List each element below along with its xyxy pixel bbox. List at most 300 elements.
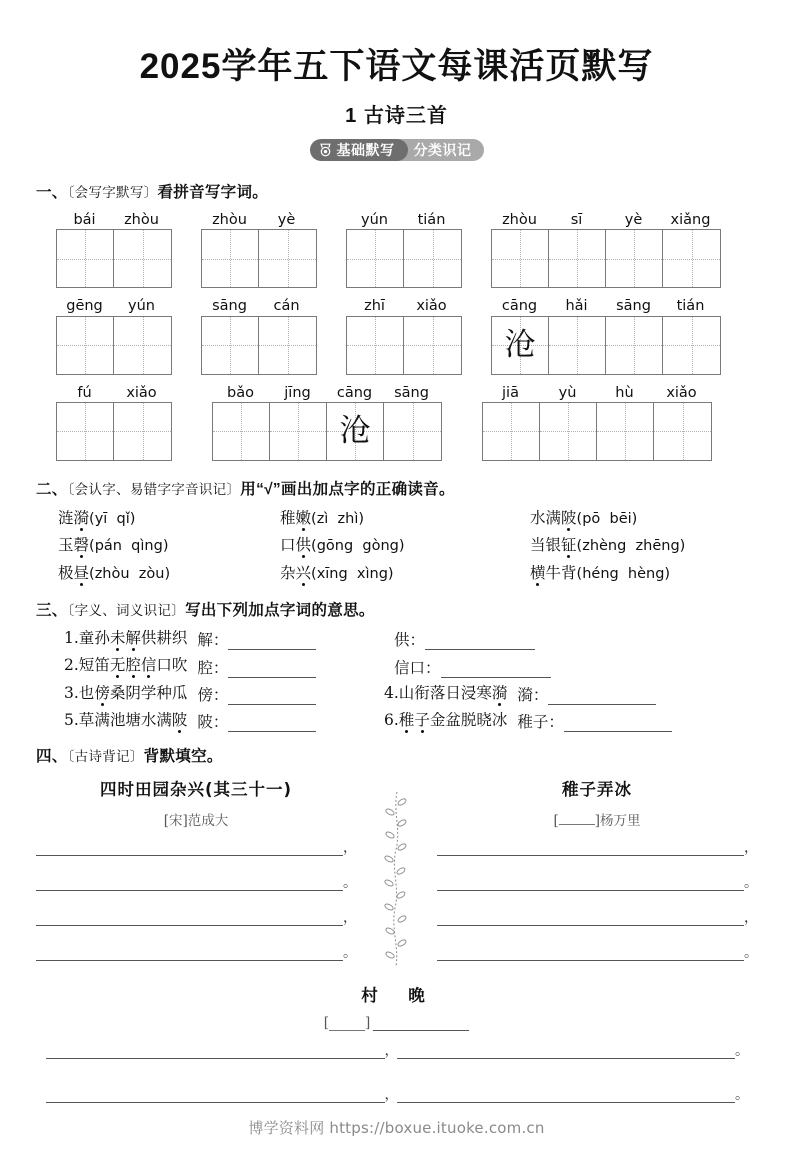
tianzige-grid [491, 229, 721, 288]
badge-primary-label: 基础默写 [336, 142, 395, 159]
meaning-answer-blank[interactable] [441, 663, 551, 678]
section-3-heading [36, 598, 757, 620]
pinyin-word-block [346, 297, 462, 374]
tianzige-cell-empty[interactable] [202, 230, 259, 287]
tianzige-grid [346, 229, 462, 288]
sentence-character: 口 [156, 656, 172, 675]
pinyin-label-row [491, 297, 719, 315]
line-punctuation: 。 [735, 1043, 749, 1060]
tianzige-cell-empty[interactable] [347, 230, 404, 287]
meaning-key-label: 稚子： [517, 713, 564, 732]
sentence-character: 盆 [445, 710, 461, 729]
section-2-instruction: 用“√”画出加点字的正确读音。 [240, 480, 455, 498]
poem-right-line [437, 875, 757, 891]
lesson-title: 1 古诗三首 [345, 105, 448, 128]
sentence-character: 也 [78, 683, 95, 702]
dotted-character: 子 [414, 710, 430, 729]
dotted-character: 未 [109, 629, 126, 648]
tianzige-grid [212, 402, 442, 461]
pronunciation-options[interactable]: (pán qìng) [89, 538, 169, 555]
dotted-character: 昼 [73, 563, 90, 582]
pinyin-syllable: sī [570, 212, 583, 229]
dotted-character: 陂 [561, 508, 577, 527]
poem-answer-blank[interactable] [36, 842, 343, 856]
pinyin-word-block [201, 297, 317, 374]
dotted-character: 陂 [171, 710, 188, 729]
section-2-number: 二、 [36, 480, 68, 498]
item-number: 3. [64, 683, 79, 702]
pronunciation-item [530, 561, 670, 585]
tianzige-cell-empty[interactable] [259, 230, 316, 287]
sentence-character: 织 [171, 629, 188, 648]
pinyin-word-block [56, 211, 172, 288]
pinyin-syllable: jīng [284, 384, 311, 401]
badge-secondary-label: 分类识记 [413, 142, 472, 159]
pronunciation-options[interactable]: (yī qǐ) [89, 510, 136, 527]
poem-bottom-line [46, 1043, 747, 1059]
sentence-character: 衔 [414, 683, 430, 702]
dotted-character: 嫩 [295, 508, 312, 527]
meaning-cell-left [64, 709, 384, 732]
poem-left-author [36, 809, 356, 829]
poem-answer-blank[interactable] [46, 1089, 385, 1103]
meaning-answer-blank[interactable] [548, 690, 656, 705]
sentence-character: 草 [78, 710, 95, 729]
meaning-key-label: 漪： [517, 685, 549, 704]
pronunciation-options[interactable]: (héng hèng) [576, 565, 671, 582]
meaning-row [64, 654, 757, 677]
section-4-heading [36, 744, 757, 766]
sentence-character: 寒 [476, 683, 492, 702]
meaning-answer-blank[interactable] [228, 690, 316, 705]
pinyin-label-row [56, 211, 170, 229]
tianzige-cell-empty[interactable] [663, 317, 720, 374]
sentence-character: 耕 [156, 629, 172, 648]
pinyin-syllable: tián [417, 212, 446, 229]
word-character: 满 [545, 508, 562, 527]
dotted-character: 腔 [125, 656, 141, 675]
pinyin-label-row [56, 297, 170, 315]
line-punctuation: 。 [343, 875, 357, 892]
pronunciation-options[interactable]: (zhòu zòu) [89, 565, 171, 582]
tianzige-cell-empty[interactable] [114, 403, 171, 460]
dotted-character: 无 [109, 656, 126, 675]
dotted-character: 供 [295, 536, 312, 555]
poem-answer-blank[interactable] [437, 912, 744, 926]
poem-sentence [399, 709, 508, 732]
meaning-key-label: 腔： [197, 658, 229, 677]
meaning-answer-blank[interactable] [228, 635, 316, 650]
sentence-character: 脱 [460, 710, 477, 729]
tianzige-cell-empty[interactable] [57, 403, 114, 460]
pinyin-syllable: zhī [364, 298, 385, 315]
word-character: 极 [58, 563, 74, 582]
poem-bottom-author-line[interactable] [373, 1018, 469, 1031]
tianzige-grid [201, 229, 317, 288]
pinyin-syllable: jiā [502, 384, 519, 401]
pronunciation-options[interactable]: (zhèng zhēng) [576, 538, 686, 555]
poem-right-lines [437, 840, 757, 961]
poem-bottom-bracket-left: [ [323, 1015, 329, 1032]
tianzige-cell-empty[interactable] [213, 403, 270, 460]
pinyin-label-row [201, 297, 315, 315]
poem-right-line [437, 840, 757, 856]
word-character: 玉 [58, 536, 74, 555]
pinyin-word-block [482, 384, 712, 461]
sentence-character: 落 [429, 683, 446, 702]
meaning-key-label: 供： [394, 631, 426, 650]
item-number: 6. [384, 710, 399, 729]
meaning-key-label: 解： [197, 631, 229, 650]
tianzige-cell-empty[interactable] [57, 317, 114, 374]
pinyin-word-block [491, 211, 721, 288]
word-character: 背 [561, 563, 577, 582]
pinyin-syllable: zhòu [124, 212, 159, 229]
pinyin-label-row [56, 384, 170, 402]
sentence-character: 种 [156, 683, 172, 702]
pinyin-syllable: sāng [616, 298, 651, 315]
tianzige-cell-empty[interactable] [663, 230, 720, 287]
sentence-character: 童 [78, 629, 95, 648]
pinyin-word-block [212, 384, 442, 461]
tianzige-cell-empty[interactable] [202, 317, 259, 374]
dotted-character: 傍 [94, 683, 110, 702]
medal-icon [319, 143, 332, 157]
poem-sentence [79, 654, 188, 677]
meaning-key-label: 傍： [197, 685, 229, 704]
pinyin-syllable: gēng [66, 298, 103, 315]
sentence-character: 浸 [460, 683, 477, 702]
pronunciation-item [58, 506, 280, 530]
pinyin-label-row [346, 211, 460, 229]
item-number: 1. [64, 629, 79, 648]
tianzige-cell-empty[interactable] [540, 403, 597, 460]
tianzige-grid [201, 316, 317, 375]
meaning-row [64, 709, 757, 732]
dotted-character: 兴 [295, 563, 312, 582]
poem-right-author-name: 杨万里 [600, 813, 641, 830]
dotted-character: 漪 [491, 683, 508, 702]
pinyin-syllable: hǎi [565, 298, 588, 315]
section-1-heading [36, 180, 757, 202]
meaning-row [64, 627, 757, 650]
pronunciation-item [58, 533, 280, 557]
tianzige-grid [482, 402, 712, 461]
pinyin-syllable: cāng [501, 298, 538, 315]
poem-right-author-suffix: ] [594, 813, 601, 830]
pronunciation-choices [36, 506, 757, 585]
badge-primary [310, 139, 408, 161]
pronunciation-options[interactable]: (pō bēi) [576, 510, 638, 527]
pinyin-syllable: yù [558, 384, 577, 401]
tianzige-cell-empty[interactable] [114, 317, 171, 374]
sentence-character: 金 [429, 710, 446, 729]
tianzige-cell-empty[interactable] [492, 230, 549, 287]
section-4-instruction: 背默填空。 [143, 748, 223, 766]
pinyin-syllable: xiǎo [666, 384, 697, 401]
sentence-character: 山 [398, 683, 415, 702]
poem-right-author-prefix: [ [553, 813, 559, 830]
pinyin-word-block [56, 384, 172, 461]
tianzige-grid [491, 316, 721, 375]
poem-sentence [79, 709, 188, 732]
pinyin-label-row [482, 384, 710, 402]
sentence-character: 学 [140, 683, 157, 702]
tianzige-cell-filled[interactable] [327, 403, 384, 460]
line-punctuation: ， [343, 840, 357, 857]
tianzige-cell-empty[interactable] [654, 403, 711, 460]
poem-bottom-author-blank[interactable] [329, 1018, 365, 1031]
poem-right-title: 稚子弄冰 [562, 780, 632, 800]
poem-left-author-name: 范成大 [187, 813, 229, 830]
pronunciation-row [58, 533, 757, 557]
sentence-character: 塘 [125, 710, 141, 729]
meaning-answer-blank[interactable] [228, 717, 316, 732]
pinyin-syllable: xiǎo [416, 298, 447, 315]
line-punctuation: 。 [744, 875, 758, 892]
word-character: 涟 [58, 508, 74, 527]
sentence-character: 日 [445, 683, 461, 702]
line-punctuation: ， [343, 910, 357, 927]
meaning-key-label: 信口： [394, 658, 441, 677]
sentence-character: 满 [156, 710, 172, 729]
item-number: 5. [64, 710, 79, 729]
pinyin-label-row [201, 211, 315, 229]
prefilled-character: 沧 [339, 412, 371, 449]
poem-bottom-lines [36, 1043, 757, 1103]
pronunciation-item [280, 533, 530, 557]
sentence-character: 瓜 [171, 683, 188, 702]
line-punctuation: 。 [343, 945, 357, 962]
meaning-row [64, 682, 757, 705]
section-3-instruction: 写出下列加点字词的意思。 [185, 602, 375, 620]
badge-group [310, 139, 484, 161]
tianzige-cell-empty[interactable] [606, 230, 663, 287]
pronunciation-options[interactable]: (zì zhì) [311, 510, 365, 527]
tianzige-cell-filled[interactable] [492, 317, 549, 374]
poem-answer-blank[interactable] [36, 912, 343, 926]
poem-right-line [437, 945, 757, 961]
pronunciation-row [58, 561, 757, 585]
pinyin-syllable: sāng [212, 298, 247, 315]
pronunciation-item [530, 533, 685, 557]
sentence-character: 满 [94, 710, 110, 729]
tianzige-cell-empty[interactable] [114, 230, 171, 287]
line-punctuation: 。 [735, 1087, 749, 1104]
tianzige-cell-empty[interactable] [259, 317, 316, 374]
section-4-tag: 〔古诗背记〕 [67, 749, 144, 765]
meaning-answer-blank[interactable] [425, 635, 535, 650]
tianzige-cell-empty[interactable] [404, 230, 461, 287]
pinyin-word-block [56, 297, 172, 374]
sentence-character: 冰 [491, 710, 508, 729]
pinyin-syllable: cán [273, 298, 300, 315]
poem-right-line [437, 910, 757, 926]
meaning-cell-right [384, 709, 672, 732]
section-4-number: 四、 [36, 748, 68, 766]
pinyin-syllable: yè [624, 212, 643, 229]
dotted-character: 横 [530, 563, 546, 582]
pinyin-word-block [491, 297, 721, 374]
pinyin-syllable: cāng [336, 384, 373, 401]
tianzige-cell-empty[interactable] [549, 230, 606, 287]
sentence-character: 吹 [171, 656, 188, 675]
poem-right [437, 776, 757, 980]
pinyin-syllable: hù [615, 384, 634, 401]
meaning-answer-blank[interactable] [228, 663, 316, 678]
poem-left-line [36, 840, 356, 856]
pinyin-grid-row [36, 297, 757, 374]
badge-row [36, 139, 757, 161]
sentence-character: 池 [109, 710, 126, 729]
word-character: 当 [530, 536, 546, 555]
poem-right-author-blank[interactable] [559, 812, 595, 825]
pronunciation-row [58, 506, 757, 530]
meaning-key-label: 陂： [197, 713, 229, 732]
poem-answer-blank[interactable] [437, 947, 744, 961]
tianzige-cell-empty[interactable] [57, 230, 114, 287]
tianzige-cell-empty[interactable] [549, 317, 606, 374]
sentence-character: 桑 [109, 683, 126, 702]
tianzige-grid [56, 316, 172, 375]
pronunciation-options[interactable]: (gōng gòng) [311, 538, 405, 555]
line-punctuation: ， [384, 1043, 399, 1060]
watermark: 博学资料网 https://boxue.ituoke.com.cn [248, 1119, 545, 1137]
poem-answer-blank[interactable] [437, 842, 744, 856]
sentence-character: 孙 [94, 629, 110, 648]
pinyin-syllable: yún [128, 298, 155, 315]
word-character: 银 [545, 536, 562, 555]
poem-sentence [399, 682, 508, 705]
poem-bottom-line [46, 1087, 747, 1103]
poem-left-line [36, 910, 356, 926]
pinyin-label-row [491, 211, 719, 229]
pronunciation-options[interactable]: (xīng xìng) [311, 565, 394, 582]
pinyin-syllable: zhòu [502, 212, 537, 229]
vine-divider-icon [377, 790, 417, 968]
section-2-tag: 〔会认字、易错字字音识记〕 [67, 481, 241, 497]
prefilled-character: 沧 [504, 326, 536, 363]
pinyin-grid-rows [36, 211, 757, 460]
pinyin-label-row [212, 384, 440, 402]
line-punctuation: ， [384, 1087, 399, 1104]
pinyin-syllable: tián [676, 298, 705, 315]
meaning-cell-right [384, 656, 551, 678]
section-3-tag: 〔字义、词义识记〕 [67, 603, 186, 619]
line-punctuation: ， [744, 910, 758, 927]
sentence-character: 供 [140, 629, 157, 648]
meaning-items [36, 627, 757, 732]
item-number: 4. [384, 683, 399, 702]
meaning-cell-left [64, 654, 384, 677]
poem-bottom [36, 982, 757, 1103]
tianzige-grid [56, 402, 172, 461]
pinyin-grid-row [36, 384, 757, 461]
word-character: 口 [280, 536, 296, 555]
meaning-cell-left [64, 682, 384, 705]
tianzige-grid [346, 316, 462, 375]
tianzige-cell-empty[interactable] [606, 317, 663, 374]
tianzige-cell-empty[interactable] [347, 317, 404, 374]
poem-answer-blank[interactable] [36, 947, 343, 961]
pinyin-syllable: fú [77, 384, 92, 401]
poem-left-line [36, 875, 356, 891]
pinyin-syllable: sāng [394, 384, 429, 401]
tianzige-cell-empty[interactable] [597, 403, 654, 460]
section-3-number: 三、 [36, 602, 68, 620]
sentence-character: 短 [78, 656, 95, 675]
tianzige-cell-empty[interactable] [270, 403, 327, 460]
tianzige-cell-empty[interactable] [483, 403, 540, 460]
item-number: 2. [64, 656, 79, 675]
word-character: 水 [530, 508, 546, 527]
poem-answer-blank[interactable] [397, 1089, 736, 1103]
poem-answer-blank[interactable] [36, 877, 343, 891]
pinyin-grid-row [36, 211, 757, 288]
pinyin-label-row [346, 297, 460, 315]
pinyin-syllable: xiǎng [670, 212, 711, 229]
poem-recitation-area [36, 776, 757, 1103]
pronunciation-item [58, 561, 280, 585]
meaning-cell-right [384, 682, 656, 705]
poem-answer-blank[interactable] [46, 1045, 385, 1059]
word-character: 牛 [545, 563, 562, 582]
line-punctuation: 。 [744, 945, 758, 962]
word-character: 稚 [280, 508, 296, 527]
pronunciation-item [280, 561, 530, 585]
dotted-character: 解 [125, 629, 141, 648]
poem-bottom-bracket-right: ] [365, 1015, 371, 1032]
poem-answer-blank[interactable] [437, 877, 744, 891]
dotted-character: 漪 [73, 508, 90, 527]
poem-left-lines [36, 840, 356, 961]
pinyin-syllable: zhòu [212, 212, 247, 229]
sentence-character: 笛 [94, 656, 110, 675]
section-2-heading [36, 477, 757, 499]
pinyin-word-block [201, 211, 317, 288]
poem-sentence [79, 682, 188, 705]
dotted-character: 信 [140, 656, 157, 675]
sentence-character: 水 [140, 710, 157, 729]
section-1-number: 一、 [36, 184, 68, 202]
dotted-character: 磬 [73, 536, 90, 555]
tianzige-cell-empty[interactable] [404, 317, 461, 374]
tianzige-grid [56, 229, 172, 288]
section-1-tag: 〔会写字默写〕 [67, 185, 158, 201]
section-1-instruction: 看拼音写字词。 [157, 184, 269, 202]
pinyin-syllable: bái [73, 212, 96, 229]
poem-left [36, 776, 356, 980]
dotted-character: 钲 [561, 536, 577, 555]
pinyin-syllable: yè [277, 212, 296, 229]
pinyin-syllable: bǎo [227, 384, 254, 401]
poem-answer-blank[interactable] [397, 1045, 736, 1059]
pronunciation-item [530, 506, 637, 530]
dotted-character: 稚 [398, 710, 415, 729]
poem-left-author-prefix: [宋] [163, 813, 188, 830]
page-title: 2025学年五下语文每课活页默写 [139, 47, 654, 86]
tianzige-cell-empty[interactable] [384, 403, 441, 460]
sentence-character: 晓 [476, 710, 492, 729]
poem-right-author [437, 809, 757, 829]
pinyin-syllable: xiǎo [126, 384, 157, 401]
pinyin-syllable: yún [361, 212, 388, 229]
poem-left-line [36, 945, 356, 961]
meaning-cell-left [64, 627, 384, 650]
meaning-answer-blank[interactable] [564, 717, 672, 732]
pronunciation-item [280, 506, 530, 530]
word-character: 杂 [280, 563, 296, 582]
